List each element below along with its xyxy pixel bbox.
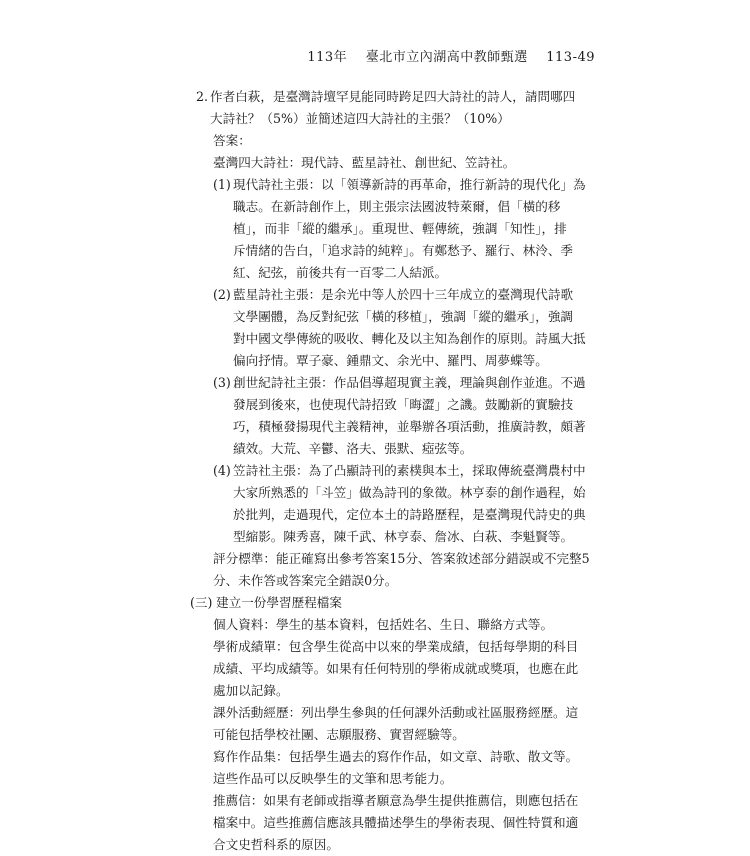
header-school: 臺北市立內湖高中教師甄選 [365, 50, 528, 65]
question-line [210, 108, 510, 130]
answer-item-line [233, 438, 472, 460]
line-text: 建立一份學習歷程檔案 [216, 595, 342, 610]
line-text: 績效。大荒、辛鬱、洛夫、張默、瘂弦等。 [233, 441, 473, 456]
header-year: 113年 [307, 50, 348, 65]
line-text: 偏向抒情。覃子豪、鍾鼎文、余光中、羅門、周夢蝶等。 [233, 353, 548, 368]
line-text: 個人資料：學生的基本資料，包括姓名、生日、聯絡方式等。 [213, 617, 554, 632]
answer-item-line [233, 196, 560, 218]
answer-item-line [233, 240, 573, 262]
answer-item-line [213, 284, 573, 306]
line-text: 分、未作答或答案完全錯誤0分。 [213, 573, 398, 588]
question-number: 2. [196, 89, 209, 104]
answer-item-line [213, 174, 586, 196]
answer-item-label: (3) [213, 375, 231, 390]
scoring-line [213, 548, 590, 570]
line-text: 巧，積極發揚現代主義精神，並舉辦各項活動，推廣詩教，頗著 [233, 419, 586, 434]
line-text: 紅、紀弦，前後共有一百零二人結派。 [233, 265, 448, 280]
header-page-number: 113-49 [546, 50, 595, 65]
answer-item-line [233, 350, 548, 372]
line-text: 對中國文學傳統的吸收、轉化及以主知為創作的原則。詩風大抵 [233, 331, 586, 346]
line-text: 發展到後來，也使現代詩招致「晦澀」之譏。鼓勵新的實驗技 [233, 397, 574, 412]
page-header [307, 46, 595, 65]
line-text: 合文史哲科系的原因。 [213, 837, 339, 852]
answer-item-line [233, 218, 567, 240]
line-text: 型縮影。陳秀喜，陳千武、林亨泰、詹冰、白萩、李魁賢等。 [233, 529, 574, 544]
line-text: 斥情緒的告白，「追求詩的純粹」。有鄭愁予、羅行、林泠、季 [233, 243, 574, 258]
section-paragraph-line [213, 790, 578, 812]
answer-item-line [213, 460, 586, 482]
line-text: 成績、平均成績等。如果有任何特別的學術成就或獎項，也應在此 [213, 661, 579, 676]
answer-item-label: (2) [213, 287, 231, 302]
line-text: 推薦信：如果有老師或指導者願意為學生提供推薦信，則應包括在 [213, 793, 579, 808]
answer-item-line [233, 328, 586, 350]
section-paragraph-line [213, 680, 289, 702]
question-line [196, 86, 575, 108]
answer-item-label: (4) [213, 463, 231, 478]
answer-item-line [233, 482, 586, 504]
section-paragraph-line [213, 636, 578, 658]
answer-item-line [213, 372, 586, 394]
line-text: 答案： [213, 133, 251, 148]
line-text: 大家所熟悉的「斗笠」做為詩刊的象徵。林亨泰的創作過程，始 [233, 485, 586, 500]
answer-item-line [233, 504, 586, 526]
section-paragraph-line [213, 724, 465, 746]
section-paragraph-line [213, 834, 339, 856]
line-text: 作者白萩，是臺灣詩壇罕見能同時跨足四大詩社的詩人，請問哪四 [210, 89, 576, 104]
line-text: 藍星詩社主張：是余光中等人於四十三年成立的臺灣現代詩歌 [233, 287, 574, 302]
section-label: (三) [190, 595, 213, 610]
line-text: 大詩社？（5%）並簡述這四大詩社的主張？（10%） [210, 111, 510, 126]
line-text: 評分標準：能正確寫出參考答案15分、答案敘述部分錯誤或不完整5 [213, 551, 590, 566]
section-paragraph-line [213, 658, 578, 680]
line-text: 學術成績單：包含學生從高中以來的學業成績，包括每學期的科目 [213, 639, 579, 654]
line-text: 現代詩社主張：以「領導新詩的再革命，推行新詩的現代化」為 [233, 177, 586, 192]
line-text: 植」，而非「縱的繼承」。重現世、輕傳統，強調「知性」，排 [233, 221, 567, 236]
line-text: 課外活動經歷：列出學生參與的任何課外活動或社區服務經歷。這 [213, 705, 579, 720]
answer-label [213, 130, 251, 152]
line-text: 檔案中。這些推薦信應該具體描述學生的學術表現、個性特質和適 [213, 815, 579, 830]
answer-item-line [233, 416, 586, 438]
answer-item-line [233, 526, 573, 548]
line-text: 處加以記錄。 [213, 683, 289, 698]
answer-item-line [233, 262, 447, 284]
line-text: 寫作作品集：包括學生過去的寫作作品，如文章、詩歌、散文等。 [213, 749, 579, 764]
section-paragraph-line [213, 614, 553, 636]
section-paragraph-line [213, 812, 578, 834]
answer-item-line [233, 306, 573, 328]
line-text: 職志。在新詩創作上，則主張宗法國波特萊爾，倡「橫的移 [233, 199, 561, 214]
section-paragraph-line [213, 746, 578, 768]
section-paragraph-line [213, 702, 578, 724]
answer-item-line [233, 394, 573, 416]
section-title [190, 592, 342, 614]
answer-item-label: (1) [213, 177, 231, 192]
scoring-line [213, 570, 397, 592]
answer-intro [213, 152, 515, 174]
line-text: 可能包括學校社團、志願服務、實習經驗等。 [213, 727, 465, 742]
line-text: 臺灣四大詩社：現代詩、藍星詩社、創世紀、笠詩社。 [213, 155, 516, 170]
section-paragraph-line [213, 768, 452, 790]
line-text: 這些作品可以反映學生的文筆和思考能力。 [213, 771, 453, 786]
line-text: 笠詩社主張：為了凸顯詩刊的素樸與本土，採取傳統臺灣農村中 [233, 463, 586, 478]
line-text: 文學團體，為反對紀弦「橫的移植」，強調「縱的繼承」，強調 [233, 309, 574, 324]
line-text: 於批判，走過現代，定位本土的詩路歷程，是臺灣現代詩史的典 [233, 507, 586, 522]
line-text: 創世紀詩社主張：作品倡導超現實主義，理論與創作並進。不過 [233, 375, 586, 390]
